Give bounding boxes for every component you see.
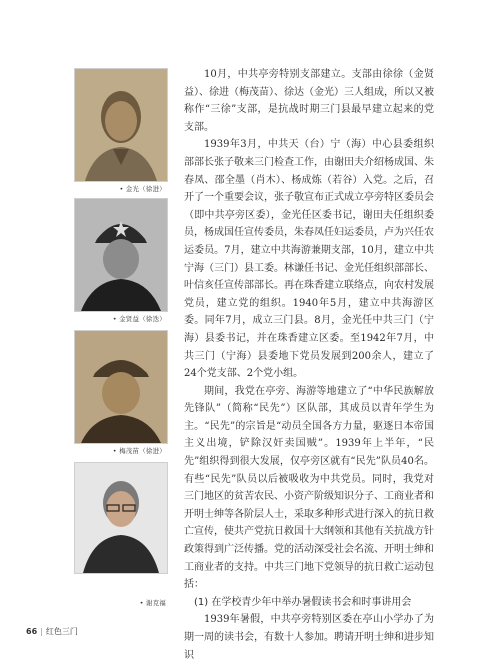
page-footer — [26, 626, 78, 637]
paragraph-1: 10月，中共亭旁特别支部建立。支部由徐徐（金贤益）、徐进（梅茂苗）、徐达（金光）三人组成，所以又被称作“三徐”支部，是抗战时期三门县最早建立起来的党支部。 — [184, 69, 434, 133]
footer-separator: | — [40, 627, 43, 636]
photo-caption-3: • 梅茂苗（徐进） — [112, 447, 166, 455]
portrait-photo-4 — [74, 462, 168, 574]
photo-caption-1: • 金光（徐进） — [119, 185, 166, 193]
body-text — [184, 66, 434, 664]
photo-caption-2: • 金贤益（徐迭） — [112, 315, 166, 323]
portrait-photo-1 — [74, 68, 168, 182]
paragraph-3: 期间，我党在亭旁、海游等地建立了“中华民族解放先锋队”（简称“民先”）区队部，其成员以青年学生为主。“民先”的宗旨是“动员全国各方力量，驱逐日本帝国主义出境，铲除汉奸卖国贼”。1939年上半年，“民先”组织得到很大发展，仅亭旁区就有“民先”队员40名。有些“民先”队员以后被吸收为中共党员。同时，我党对三门地区的贫苦农民、小资产阶级知识分子、工商业者和开明士绅等各阶层人士，采取多种形式进行深入的抗日救亡宣传，使共产党抗日救国十大纲领和其他有关抗战方针政策得到广泛传播。党的活动深受社会名流、开明士绅和工商业者的支持。中共三门地下党领导的抗日救亡运动包括： — [184, 385, 434, 591]
portrait-photo-3 — [74, 330, 168, 444]
photo-caption-4: • 谢克福 — [139, 599, 166, 607]
page-number: 66 — [26, 627, 38, 636]
book-title: 红色三门 — [45, 627, 78, 636]
portrait-photo-2 — [74, 198, 168, 312]
paragraph-4: 1939年暑假，中共亭旁特别区委在亭山小学办了为期一周的读书会，有数十人参加。聘请开明士绅和进步知识 — [184, 614, 434, 661]
paragraph-2: 1939年3月，中共天（台）宁（海）中心县委组织部部长张子敬来三门检查工作，由谢田夫介绍杨成国、朱春凤、邵全墨（肖木）、杨成炼（若谷）入党。之后，召开了一个重要会议，张子敬宣布正式成立亭旁特区委员会（即中共亭旁区委），金光任区委书记，谢田夫任组织委员，杨成国任宣传委员，朱春凤任妇运委员，卢为兴任农运委员。7月，建立中共海游兼期支部，10月，建立中共宁海（三门）县工委。林谦任书记、金光任组织部部长、叶信亥任宣传部部长。再在珠香建立联络点，向农村发展党员，建立党的组织。1940年5月，建立中共海游区委。同年7月，成立三门县。8月，金光任中共三门（宁海）县委书记，并在珠香建立区委。至1942年7月，中共三门（宁海）县委地下党员发展到200余人，建立了24个党支部、2个党小组。 — [184, 139, 434, 380]
subheading: (1) 在学校青少年中举办暑假读书会和时事讲用会 — [194, 596, 412, 608]
